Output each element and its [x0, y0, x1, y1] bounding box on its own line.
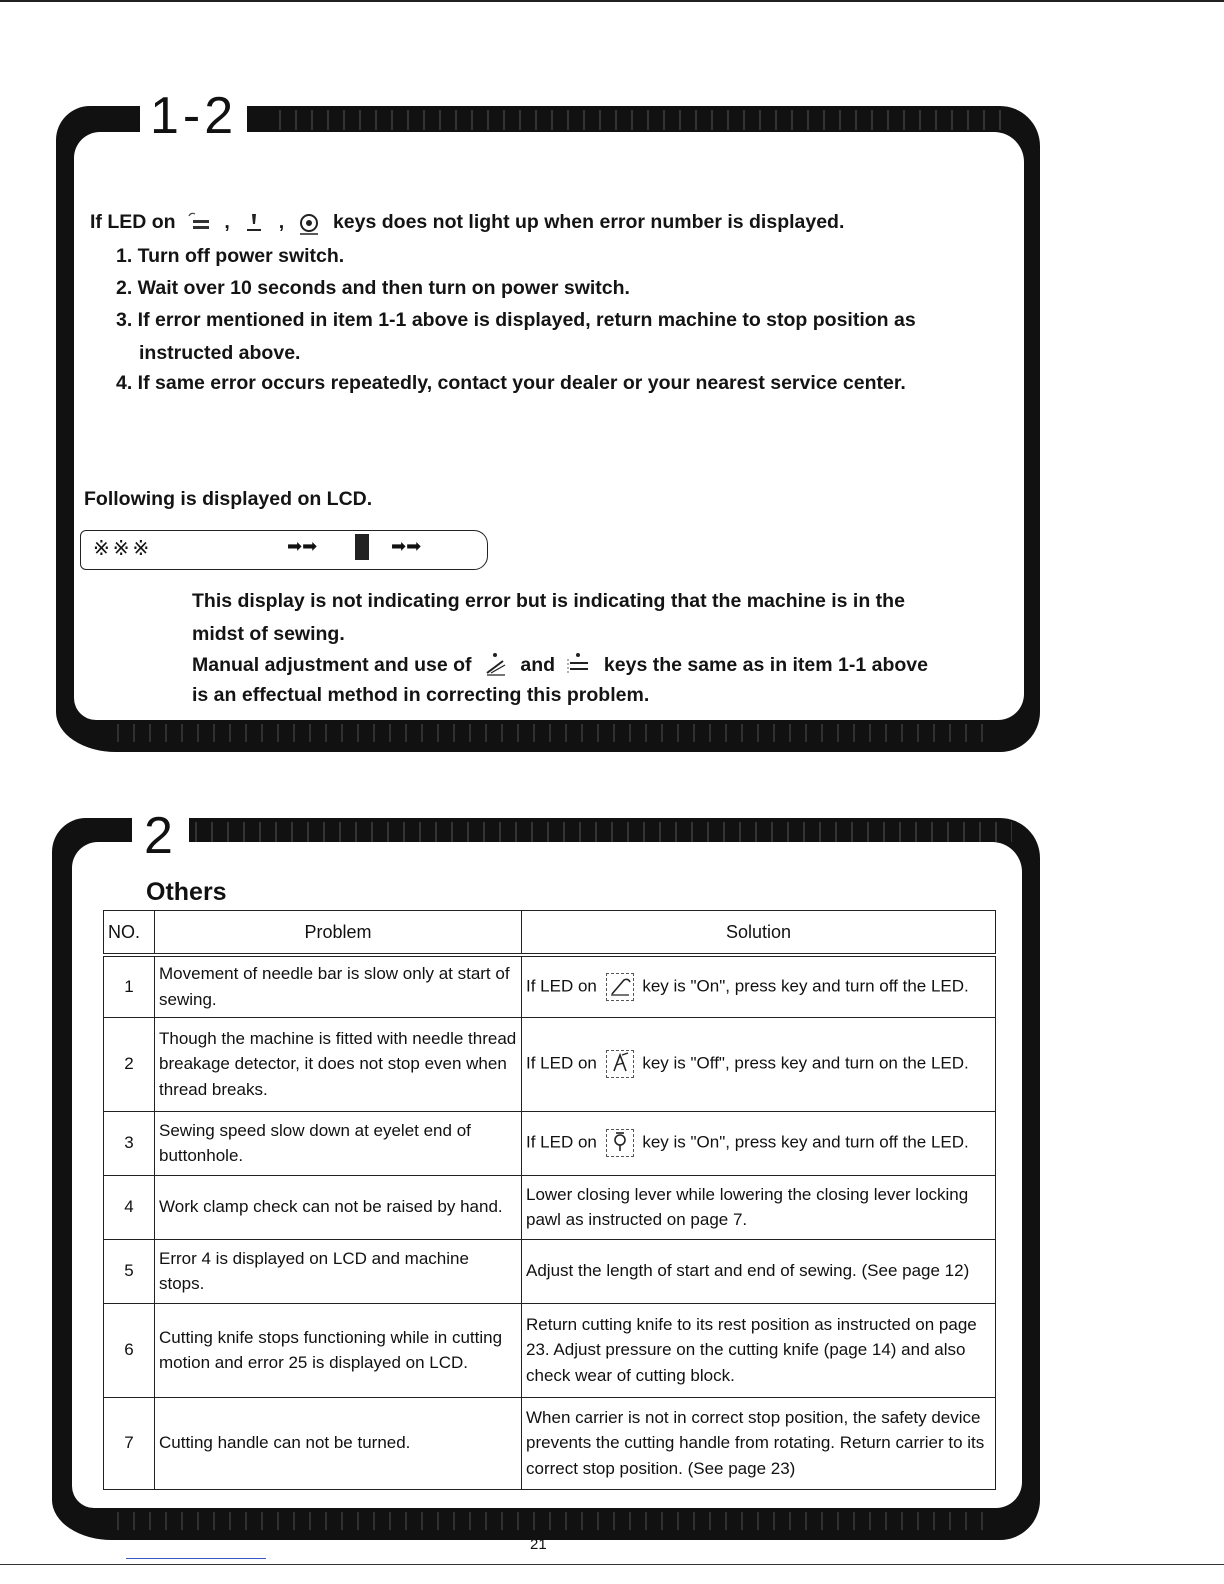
table-row [104, 1017, 996, 1111]
section-2-header-bar [188, 822, 1012, 842]
led-intro-line: If LED on , , keys does not light up when error number is displayed. [90, 210, 844, 236]
row-number: 5 [104, 1239, 155, 1303]
slow-start-icon [606, 973, 634, 1001]
col-header-solution: Solution [522, 911, 996, 956]
table-row [104, 1397, 996, 1489]
row-problem: Though the machine is fitted with needle thread breakage detector, it does not stop even when thread breaks. [155, 1017, 522, 1111]
col-header-problem: Problem [155, 911, 522, 956]
row-number: 6 [104, 1303, 155, 1397]
table-row [104, 1111, 996, 1175]
row-problem: Work clamp check can not be raised by hand. [155, 1175, 522, 1239]
row-number: 7 [104, 1397, 155, 1489]
row-problem: Cutting knife stops functioning while in cutting motion and error 25 is displayed on LCD. [155, 1303, 522, 1397]
table-header-row [104, 911, 996, 956]
row-problem: Cutting handle can not be turned. [155, 1397, 522, 1489]
row-problem: Error 4 is displayed on LCD and machine stops. [155, 1239, 522, 1303]
row-solution: Return cutting knife to its rest position as instructed on page 23. Adjust pressure on the cutting knife (page 14) and also check wear of cutting block. [522, 1303, 996, 1397]
row-solution [522, 955, 996, 1017]
bottom-rule [0, 1564, 1224, 1565]
row-number: 1 [104, 955, 155, 1017]
row-solution [522, 1017, 996, 1111]
row-solution: Lower closing lever while lowering the closing lever locking pawl as instructed on page 7. [522, 1175, 996, 1239]
col-header-no: NO. [104, 911, 155, 956]
section-title: Others [146, 878, 227, 906]
row-number: 4 [104, 1175, 155, 1239]
step-1: 1. Turn off power switch. [116, 245, 345, 267]
thread-break-icon [606, 1050, 634, 1078]
section-2-footer-bar [110, 1512, 990, 1530]
row-number: 2 [104, 1017, 155, 1111]
row-solution: Adjust the length of start and end of sewing. (See page 12) [522, 1239, 996, 1303]
needle-key-icon [239, 210, 269, 236]
section-1-2-footer-bar [110, 724, 990, 742]
section-number: 1-2 [140, 84, 247, 148]
adjustment-prefix: Manual adjustment and use of [192, 654, 472, 677]
lcd-display [80, 530, 488, 570]
step-3-continued: instructed above. [139, 342, 301, 364]
solution-prefix: If LED on [526, 1053, 597, 1073]
section-1-2-header-bar [272, 110, 1012, 130]
troubleshooting-table [103, 910, 996, 1490]
feed-key-icon [564, 653, 594, 679]
row-solution [522, 1111, 996, 1175]
top-rule [0, 0, 1224, 2]
display-note-line-1: This display is not indicating error but is indicating that the machine is in the [192, 590, 905, 612]
led-intro-prefix: If LED on [90, 211, 176, 234]
presser-key-icon [185, 210, 215, 236]
led-intro-suffix: keys does not light up when error number is displayed. [332, 211, 845, 234]
solution-suffix: key is "On", press key and turn off the LED. [642, 1132, 969, 1152]
solution-suffix: key is "Off", press key and turn on the LED. [642, 1053, 969, 1073]
step-3: 3. If error mentioned in item 1-1 above is displayed, return machine to stop position as [116, 309, 916, 331]
step-4: 4. If same error occurs repeatedly, contact your dealer or your nearest service center. [116, 372, 906, 394]
solution-suffix: key is "On", press key and turn off the LED. [642, 976, 969, 996]
lcd-intro: Following is displayed on LCD. [84, 488, 373, 510]
lcd-arrows-1: ➡➡ [287, 536, 318, 556]
lcd-arrows-2: ➡➡ [391, 536, 422, 556]
adjustment-and: and [520, 654, 556, 677]
lcd-block-cursor [355, 534, 369, 560]
section-number: 2 [132, 804, 189, 868]
table-row [104, 1239, 996, 1303]
speed-key-icon [294, 210, 324, 236]
table-row [104, 1175, 996, 1239]
adjustment-line [192, 653, 928, 679]
scan-artifact-line [126, 1558, 266, 1559]
eyelet-icon [606, 1129, 634, 1157]
lcd-error-marks: ※※※ [93, 538, 153, 560]
manual-adjust-key-icon [481, 653, 511, 679]
display-note-line-2: midst of sewing. [192, 623, 345, 645]
row-number: 3 [104, 1111, 155, 1175]
table-row [104, 1303, 996, 1397]
adjustment-suffix: keys the same as in item 1-1 above [603, 654, 928, 677]
table-row [104, 955, 996, 1017]
solution-prefix: If LED on [526, 1132, 597, 1152]
adjustment-line-2: is an effectual method in correcting this problem. [192, 684, 650, 706]
page-number: 21 [530, 1536, 547, 1553]
step-2: 2. Wait over 10 seconds and then turn on power switch. [116, 277, 630, 299]
solution-prefix: If LED on [526, 976, 597, 996]
row-solution: When carrier is not in correct stop position, the safety device prevents the cutting handle from rotating. Return carrier to its correct stop position. (See page 23) [522, 1397, 996, 1489]
row-problem: Movement of needle bar is slow only at start of sewing. [155, 955, 522, 1017]
row-problem: Sewing speed slow down at eyelet end of buttonhole. [155, 1111, 522, 1175]
